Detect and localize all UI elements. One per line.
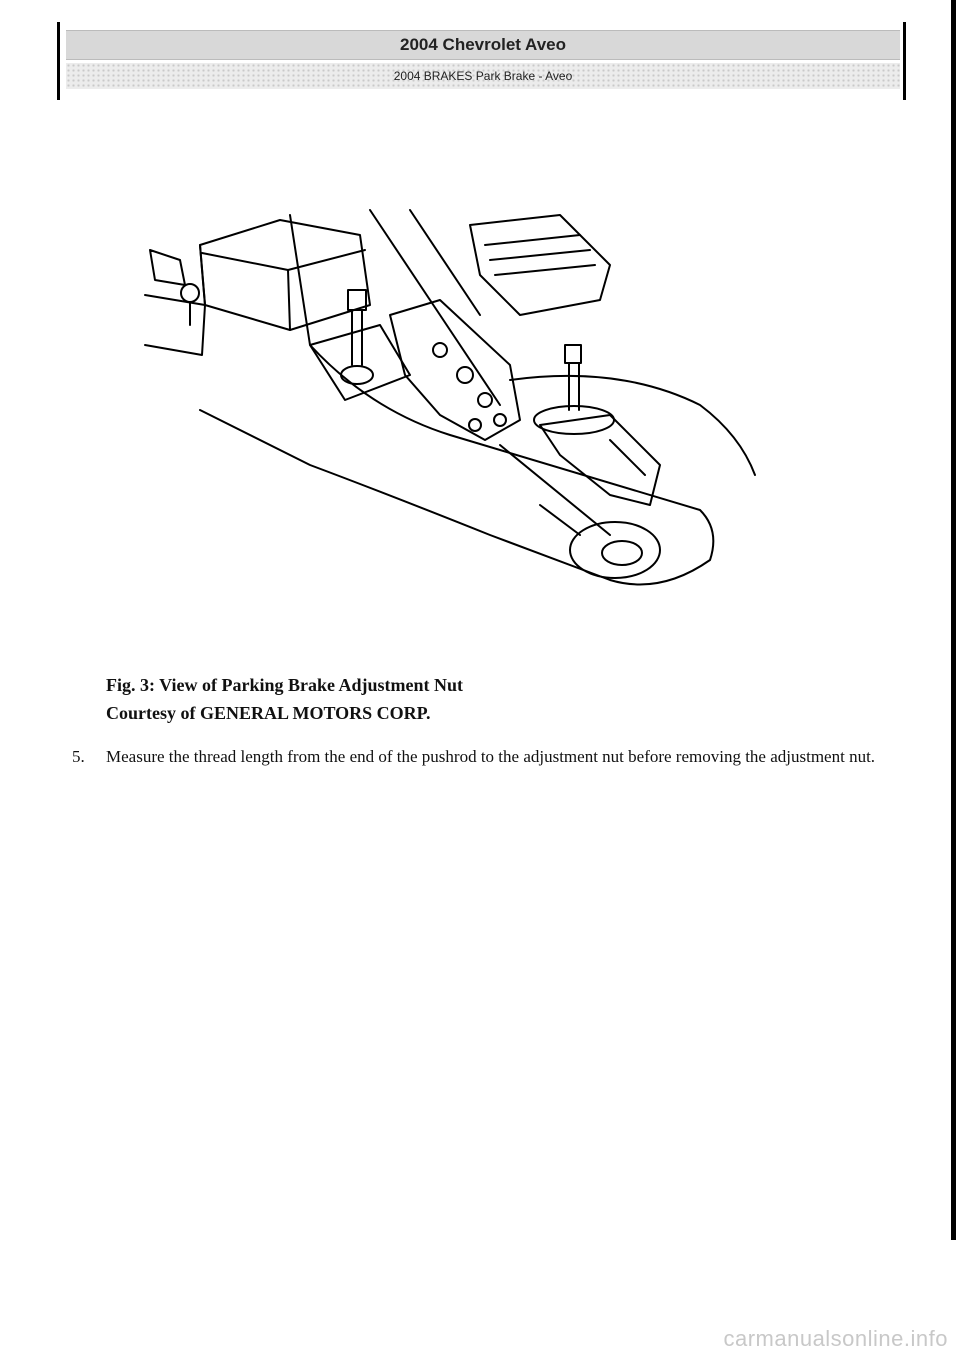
figure-caption-title: Fig. 3: View of Parking Brake Adjustment Nut	[106, 675, 463, 695]
document-subtitle: 2004 BRAKES Park Brake - Aveo	[66, 63, 900, 89]
figure-caption	[106, 671, 463, 727]
watermark: carmanualsonline.info	[723, 1326, 948, 1351]
step-number: 5.	[72, 747, 85, 766]
parking-brake-illustration	[140, 205, 760, 605]
header-left-rule	[57, 22, 60, 100]
step-text: Measure the thread length from the end of the pushrod to the adjustment nut before removing the adjustment nut.	[106, 747, 876, 766]
header-right-rule	[903, 22, 906, 100]
page-right-border	[951, 0, 956, 1240]
figure-caption-credit: Courtesy of GENERAL MOTORS CORP.	[106, 703, 431, 723]
document-title: 2004 Chevrolet Aveo	[66, 30, 900, 60]
